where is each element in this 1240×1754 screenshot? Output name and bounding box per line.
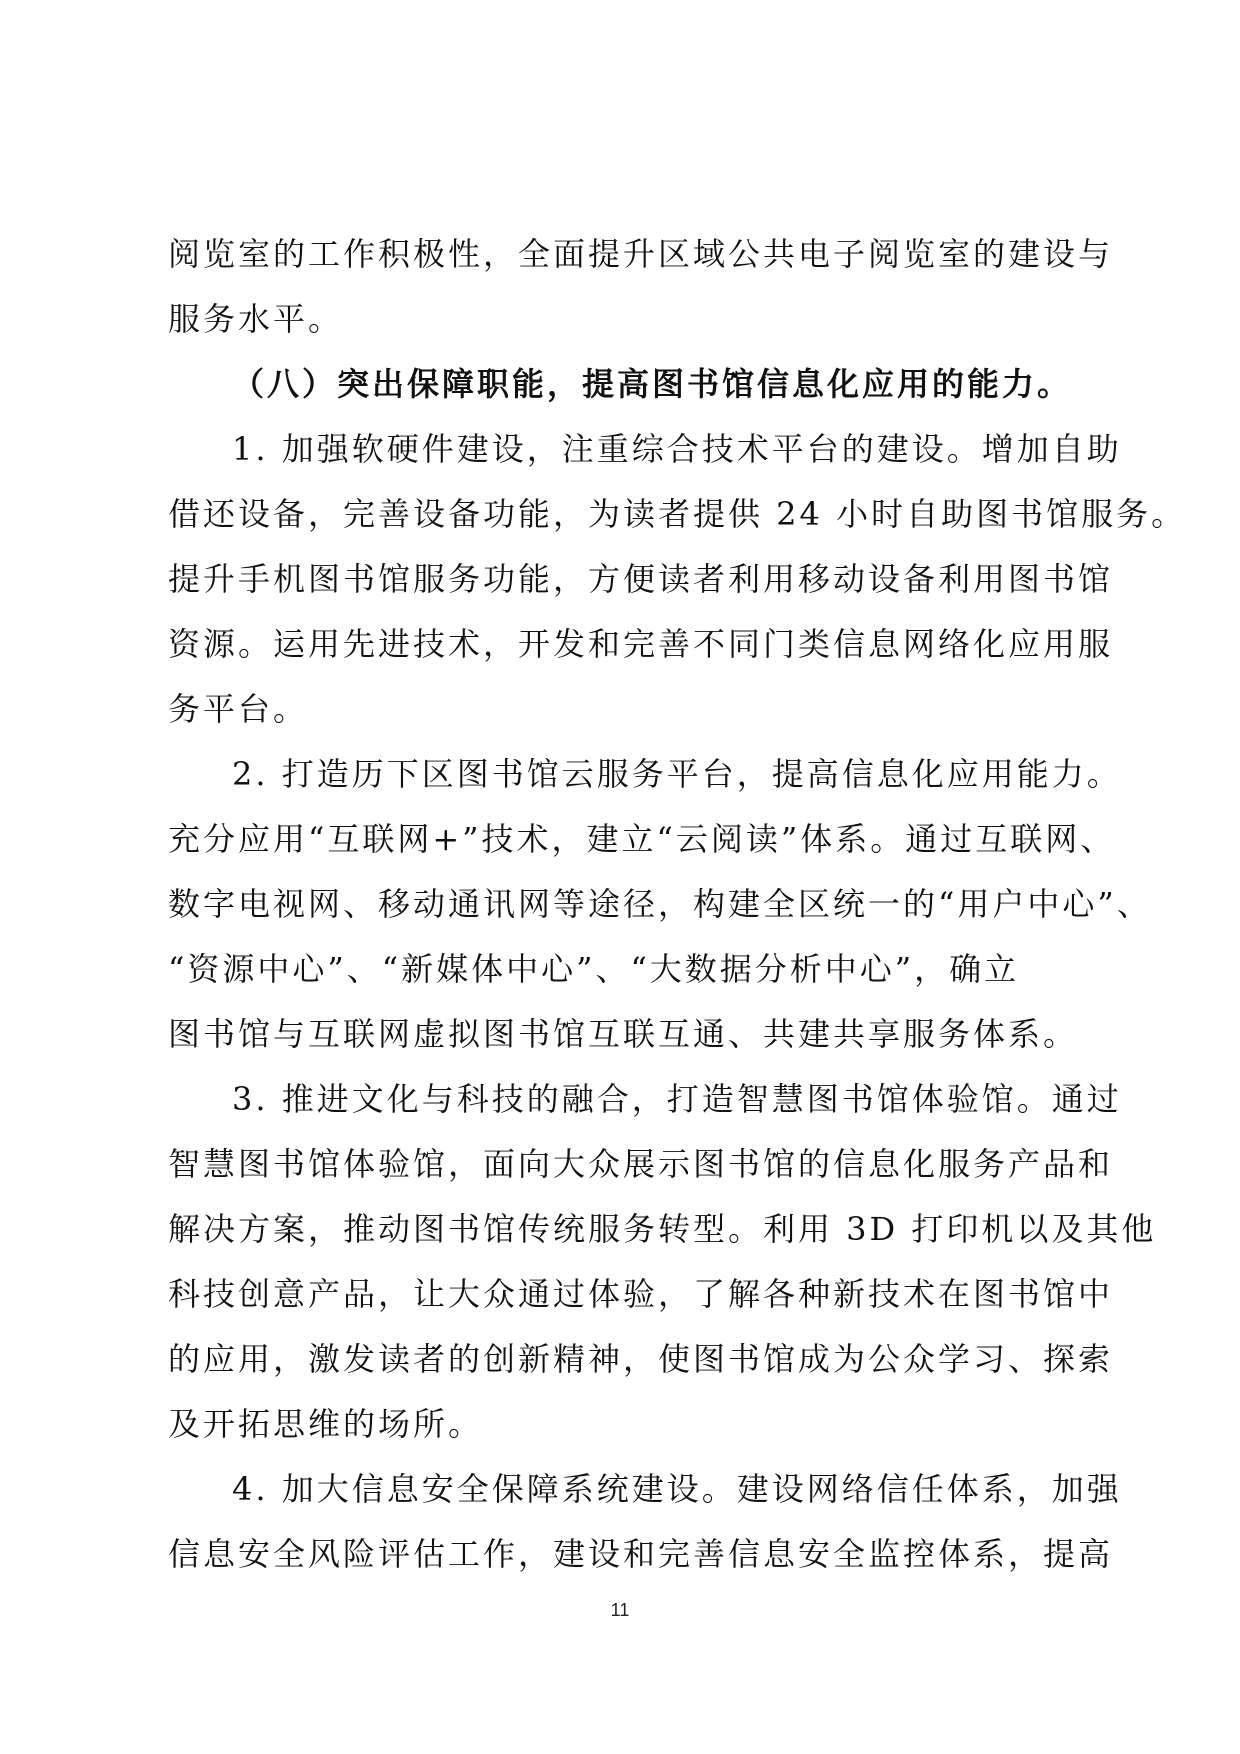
text-line: 充分应用“互联网+”技术，建立“云阅读”体系。通过互联网、 [168, 820, 1116, 858]
text-line: 信息安全风险评估工作，建设和完善信息安全监控体系，提高 [168, 1535, 1114, 1573]
item-3-start: 3. 推进文化与科技的融合，打造智慧图书馆体验馆。通过 [232, 1080, 1122, 1118]
text-line: 提升手机图书馆服务功能，方便读者利用移动设备利用图书馆 [168, 560, 1114, 598]
section-heading: （八）突出保障职能，提高图书馆信息化应用的能力。 [232, 365, 1073, 403]
text-line: 图书馆与互联网虚拟图书馆互联互通、共建共享服务体系。 [168, 1015, 1079, 1053]
text-line: 务平台。 [168, 690, 309, 728]
page-number: 11 [610, 1600, 630, 1620]
item-4-start: 4. 加大信息安全保障系统建设。建设网络信任体系，加强 [232, 1470, 1122, 1508]
text-line: 服务水平。 [168, 300, 344, 338]
text-line: 科技创意产品，让大众通过体验，了解各种新技术在图书馆中 [168, 1275, 1114, 1313]
text-line: 及开拓思维的场所。 [168, 1405, 484, 1443]
document-body [168, 222, 1187, 1587]
text-line: 借还设备，完善设备功能，为读者提供 24 小时自助图书馆服务。 [168, 495, 1187, 533]
text-line: 智慧图书馆体验馆，面向大众展示图书馆的信息化服务产品和 [168, 1145, 1114, 1183]
text-line: 的应用，激发读者的创新精神，使图书馆成为公众学习、探索 [168, 1340, 1114, 1378]
text-line: “资源中心”、“新媒体中心”、“大数据分析中心”，确立 [168, 950, 1020, 988]
text-line: 资源。运用先进技术，开发和完善不同门类信息网络化应用服 [168, 625, 1114, 663]
item-1-start: 1. 加强软硬件建设，注重综合技术平台的建设。增加自助 [232, 430, 1122, 468]
text-line: 阅览室的工作积极性，全面提升区域公共电子阅览室的建设与 [168, 235, 1114, 273]
text-line: 数字电视网、移动通讯网等途径，构建全区统一的“用户中心”、 [168, 885, 1152, 923]
item-2-start: 2. 打造历下区图书馆云服务平台，提高信息化应用能力。 [232, 755, 1122, 793]
text-line: 解决方案，推动图书馆传统服务转型。利用 3D 打印机以及其他 [168, 1210, 1157, 1248]
